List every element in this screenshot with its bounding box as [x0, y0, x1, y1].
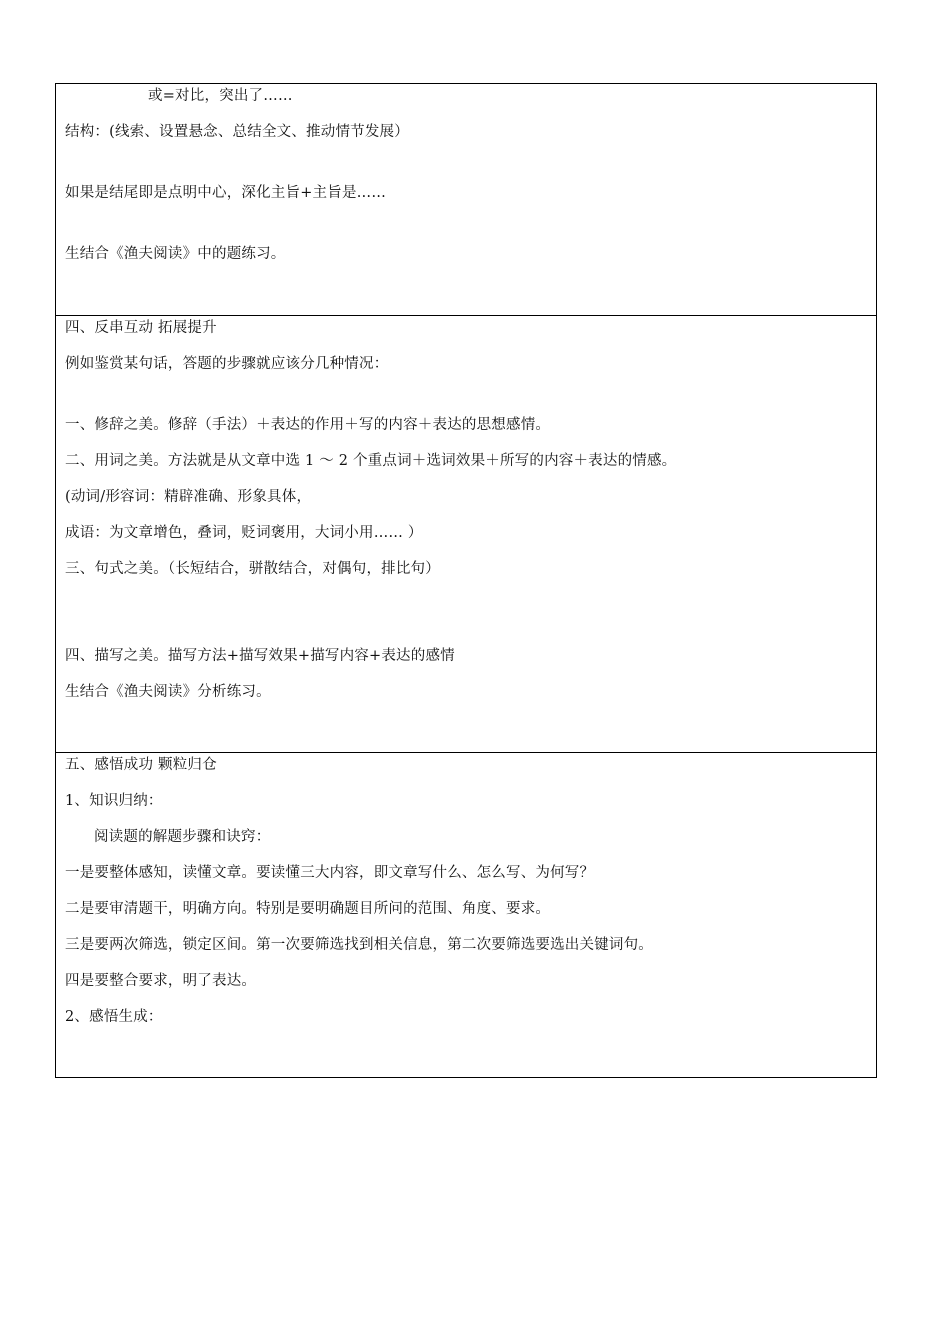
- text-line: 生结合《渔夫阅读》分析练习。: [65, 684, 271, 700]
- lesson-plan-table: [55, 83, 877, 1078]
- text-line: 三、句式之美。（长短结合，骈散结合，对偶句，排比句）: [65, 561, 440, 577]
- text-line: 四、描写之美。描写方法+描写效果+描写内容+表达的感情: [65, 648, 455, 664]
- table-cell-section-four: [56, 316, 876, 753]
- text-line: 二是要审清题干，明确方向。特别是要明确题目所问的范围、角度、要求。: [65, 901, 551, 917]
- text-line: 四是要整合要求，明了表达。: [65, 973, 257, 989]
- text-line: 或=对比，突出了……: [148, 88, 293, 104]
- text-line: (动词/形容词：精辟准确、形象具体，: [65, 489, 312, 505]
- text-line: 如果是结尾即是点明中心，深化主旨+主旨是……: [65, 185, 387, 201]
- text-line: 生结合《渔夫阅读》中的题练习。: [65, 246, 286, 262]
- text-line: 结构：(线索、设置悬念、总结全文、推动情节发展）: [65, 124, 409, 140]
- text-line: 例如鉴赏某句话，答题的步骤就应该分几种情况：: [65, 356, 389, 372]
- table-cell-structure: [56, 84, 876, 316]
- text-line: 二、用词之美。方法就是从文章中选 1 ～ 2 个重点词＋选词效果＋所写的内容＋表达的情感。: [65, 453, 677, 469]
- text-line: 阅读题的解题步骤和诀窍：: [94, 829, 271, 845]
- text-line: 1、知识归纳：: [65, 793, 163, 809]
- text-line: 一是要整体感知，读懂文章。要读懂三大内容，即文章写什么、怎么写、为何写？: [65, 865, 595, 881]
- text-line: 一、修辞之美。修辞（手法）＋表达的作用＋写的内容＋表达的思想感情。: [65, 417, 551, 433]
- table-cell-section-five: [56, 753, 876, 1077]
- text-line: 三是要两次筛选，锁定区间。第一次要筛选找到相关信息，第二次要筛选要选出关键词句。: [65, 937, 653, 953]
- section-title: 四、反串互动 拓展提升: [65, 320, 217, 336]
- section-title: 五、感悟成功 颗粒归仓: [65, 757, 217, 773]
- text-line: 2、感悟生成：: [65, 1009, 163, 1025]
- text-line: 成语：为文章增色，叠词，贬词褒用，大词小用…… ）: [65, 525, 423, 541]
